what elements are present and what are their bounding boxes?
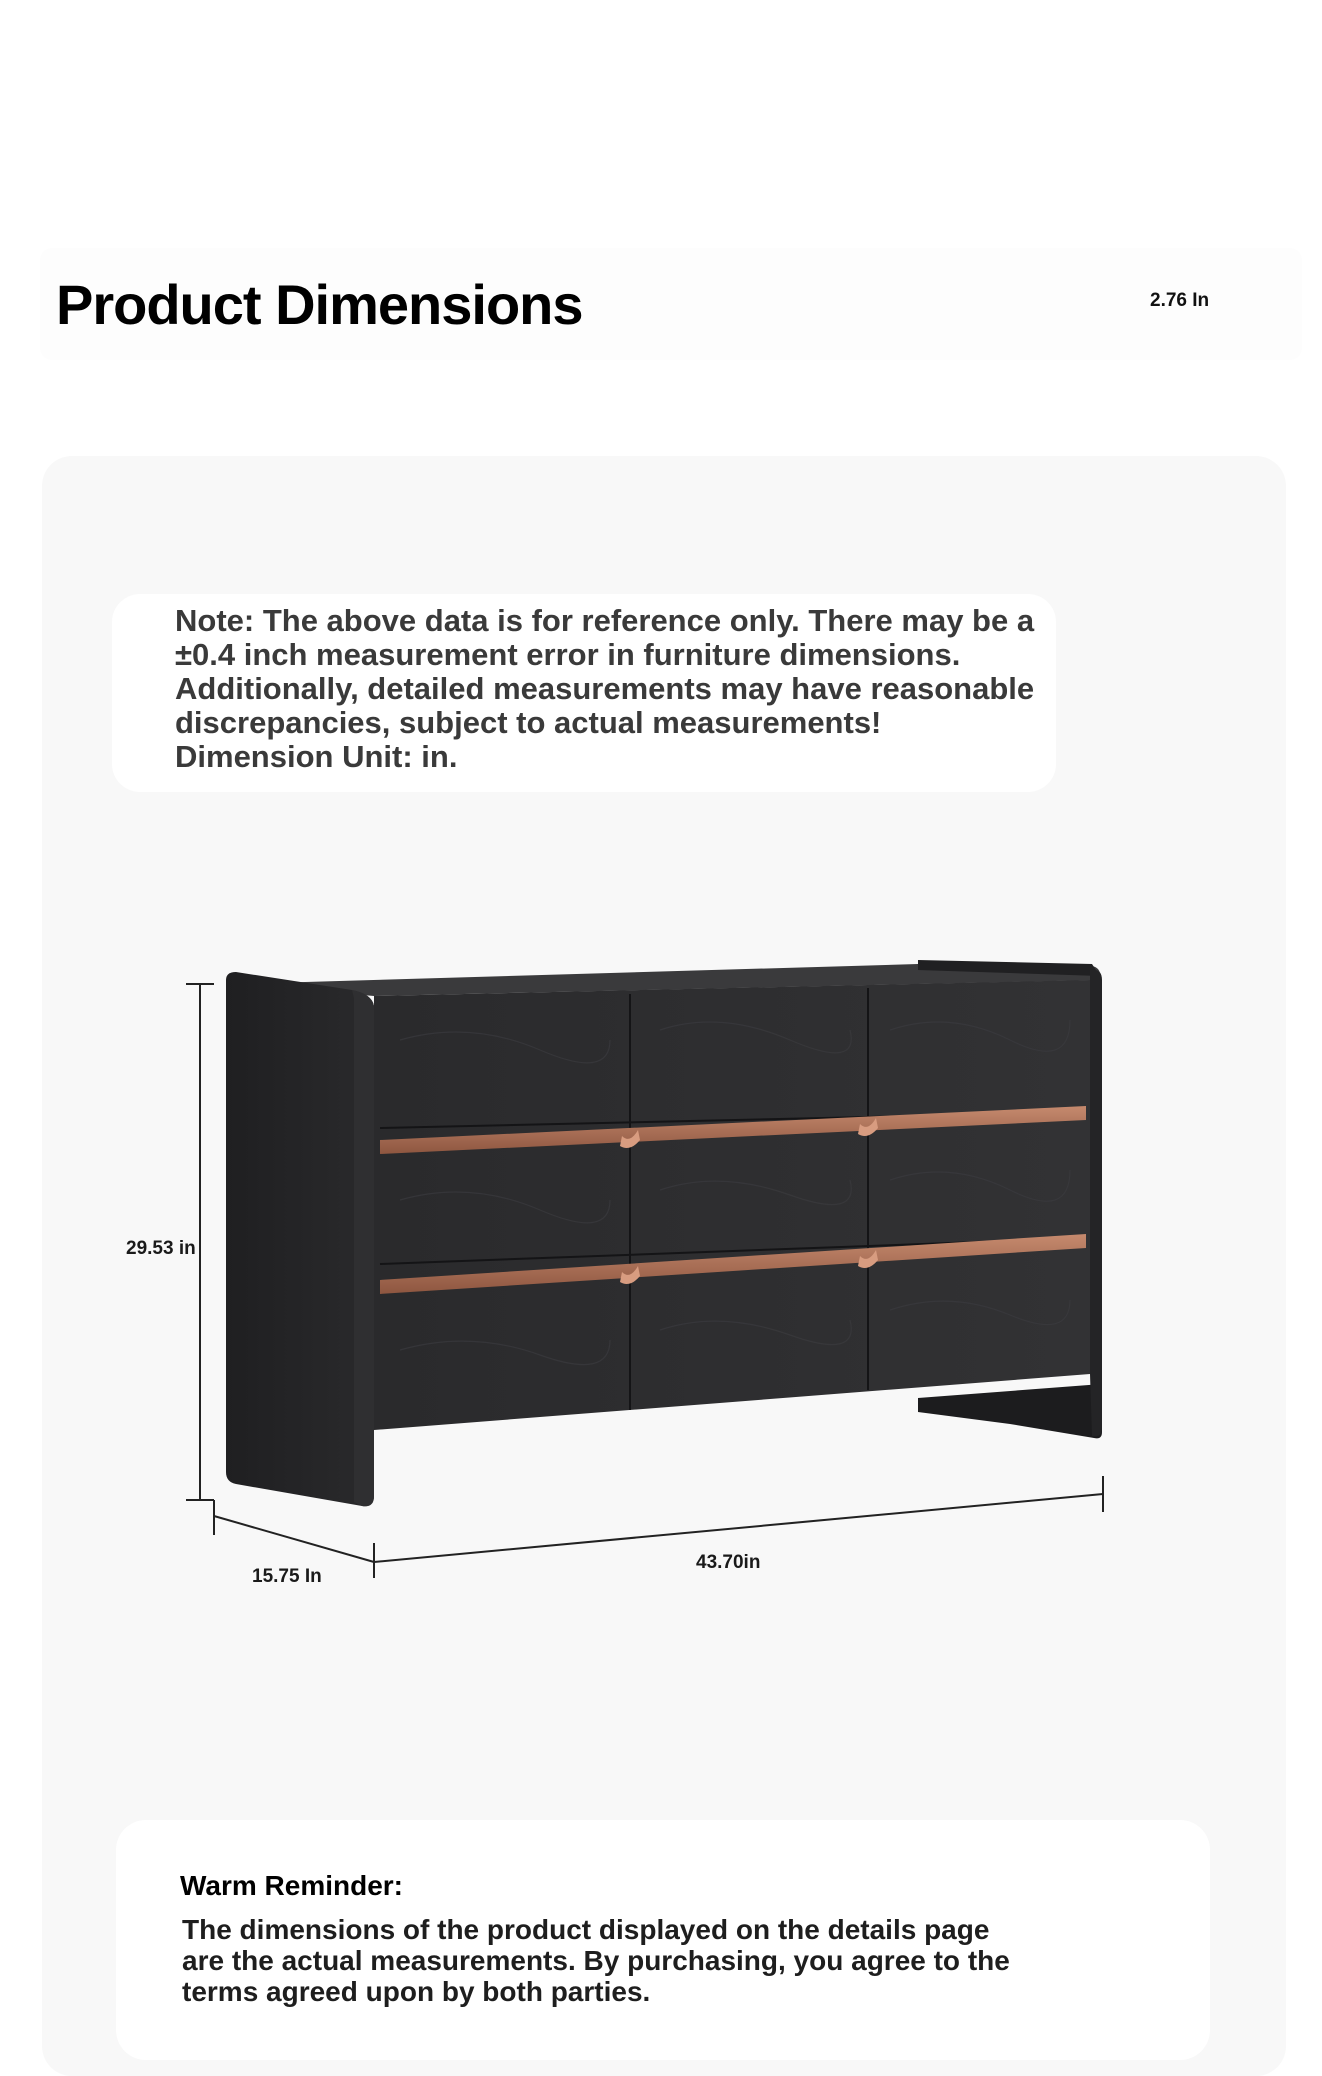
reminder-title: Warm Reminder:	[180, 1870, 404, 1901]
dresser-right-leg	[918, 1384, 1102, 1438]
height-label: 29.53 in	[126, 1238, 196, 1259]
dresser-left-side	[226, 972, 374, 1506]
note-text: Note: The above data is for reference only. There may be a ±0.4 inch measurement error in furniture dimensions. Additionally, detailed measurements may have reasonable discrepancies, subject to actual measurements! Dimension Unit: in.	[175, 603, 1035, 774]
dresser-front	[374, 980, 1090, 1430]
depth-label: 15.75 In	[252, 1566, 322, 1587]
corner-dimension-label: 2.76 In	[1150, 290, 1210, 311]
width-label: 43.70in	[696, 1552, 761, 1573]
dresser-right-side	[1090, 970, 1102, 1437]
page-title: Product Dimensions	[56, 273, 583, 336]
reminder-body: The dimensions of the product displayed on the details page are the actual measurements. By purchasing, you agree to the terms agreed upon by both parties.	[182, 1914, 1010, 2007]
dresser-image	[110, 940, 1220, 1600]
